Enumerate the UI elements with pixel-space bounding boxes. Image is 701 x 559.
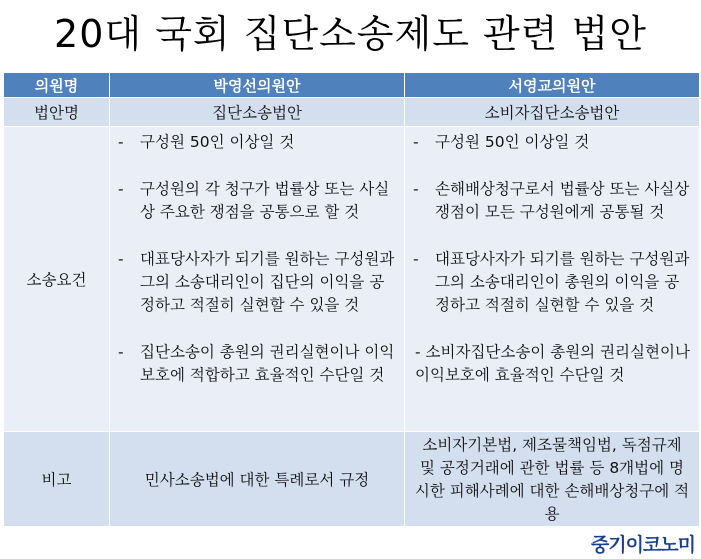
row-label-note: 비고 bbox=[4, 432, 110, 527]
header-legislator: 의원명 bbox=[4, 73, 110, 98]
list-item: - 구성원의 각 청구가 법률상 또는 사실상 주요한 쟁점을 공통으로 할 것 bbox=[116, 178, 396, 224]
list-item: - 집단소송이 총원의 권리실현이나 이익보호에 적합하고 효율적인 수단일 것 bbox=[116, 341, 396, 387]
row-label-requirements: 소송요건 bbox=[4, 127, 110, 432]
header-park-bill: 박영선의원안 bbox=[110, 73, 405, 98]
list-item: - 손해배상청구로서 법률상 또는 사실상 쟁점이 모든 구성원에게 공통될 것 bbox=[411, 178, 691, 224]
requirements-seo bbox=[405, 127, 700, 432]
law-comparison-table bbox=[3, 72, 700, 527]
table-row-law-name bbox=[4, 98, 700, 127]
requirements-seo-list bbox=[405, 127, 699, 387]
brand-logo: 중기이코노미 bbox=[590, 534, 695, 556]
law-name-park: 집단소송법안 bbox=[110, 98, 405, 127]
law-name-seo: 소비자집단소송법안 bbox=[405, 98, 700, 127]
row-label-law-name: 법안명 bbox=[4, 98, 110, 127]
list-item: - 소비자집단소송이 총원의 권리실현이나 이익보호에 효율적인 수단일 것 bbox=[415, 343, 690, 384]
table-row-requirements bbox=[4, 127, 700, 432]
page-title: 20대 국회 집단소송제도 관련 법안 bbox=[54, 12, 647, 56]
table-header-row bbox=[4, 73, 700, 98]
requirements-park bbox=[110, 127, 405, 432]
header-seo-bill: 서영교의원안 bbox=[405, 73, 700, 98]
note-park: 민사소송법에 대한 특례로서 규정 bbox=[110, 432, 405, 527]
table-row-note bbox=[4, 432, 700, 527]
list-item: - 대표당사자가 되기를 원하는 구성원과 그의 소송대리인이 집단의 이익을 공정하고 적절히 실현할 수 있을 것 bbox=[116, 248, 396, 317]
list-item: - 구성원 50인 이상일 것 bbox=[116, 131, 396, 154]
note-seo: 소비자기본법, 제조물책임법, 독점규제 및 공정거래에 관한 법률 등 8개법에 명시한 피해사례에 대한 손해배상청구에 적용 bbox=[405, 432, 700, 527]
list-item: - 구성원 50인 이상일 것 bbox=[411, 131, 691, 154]
requirements-park-list bbox=[110, 127, 404, 387]
list-item: - 대표당사자가 되기를 원하는 구성원과 그의 소송대리인이 총원의 이익을 공정하고 적절히 실현할 수 있을 것 bbox=[411, 248, 691, 317]
